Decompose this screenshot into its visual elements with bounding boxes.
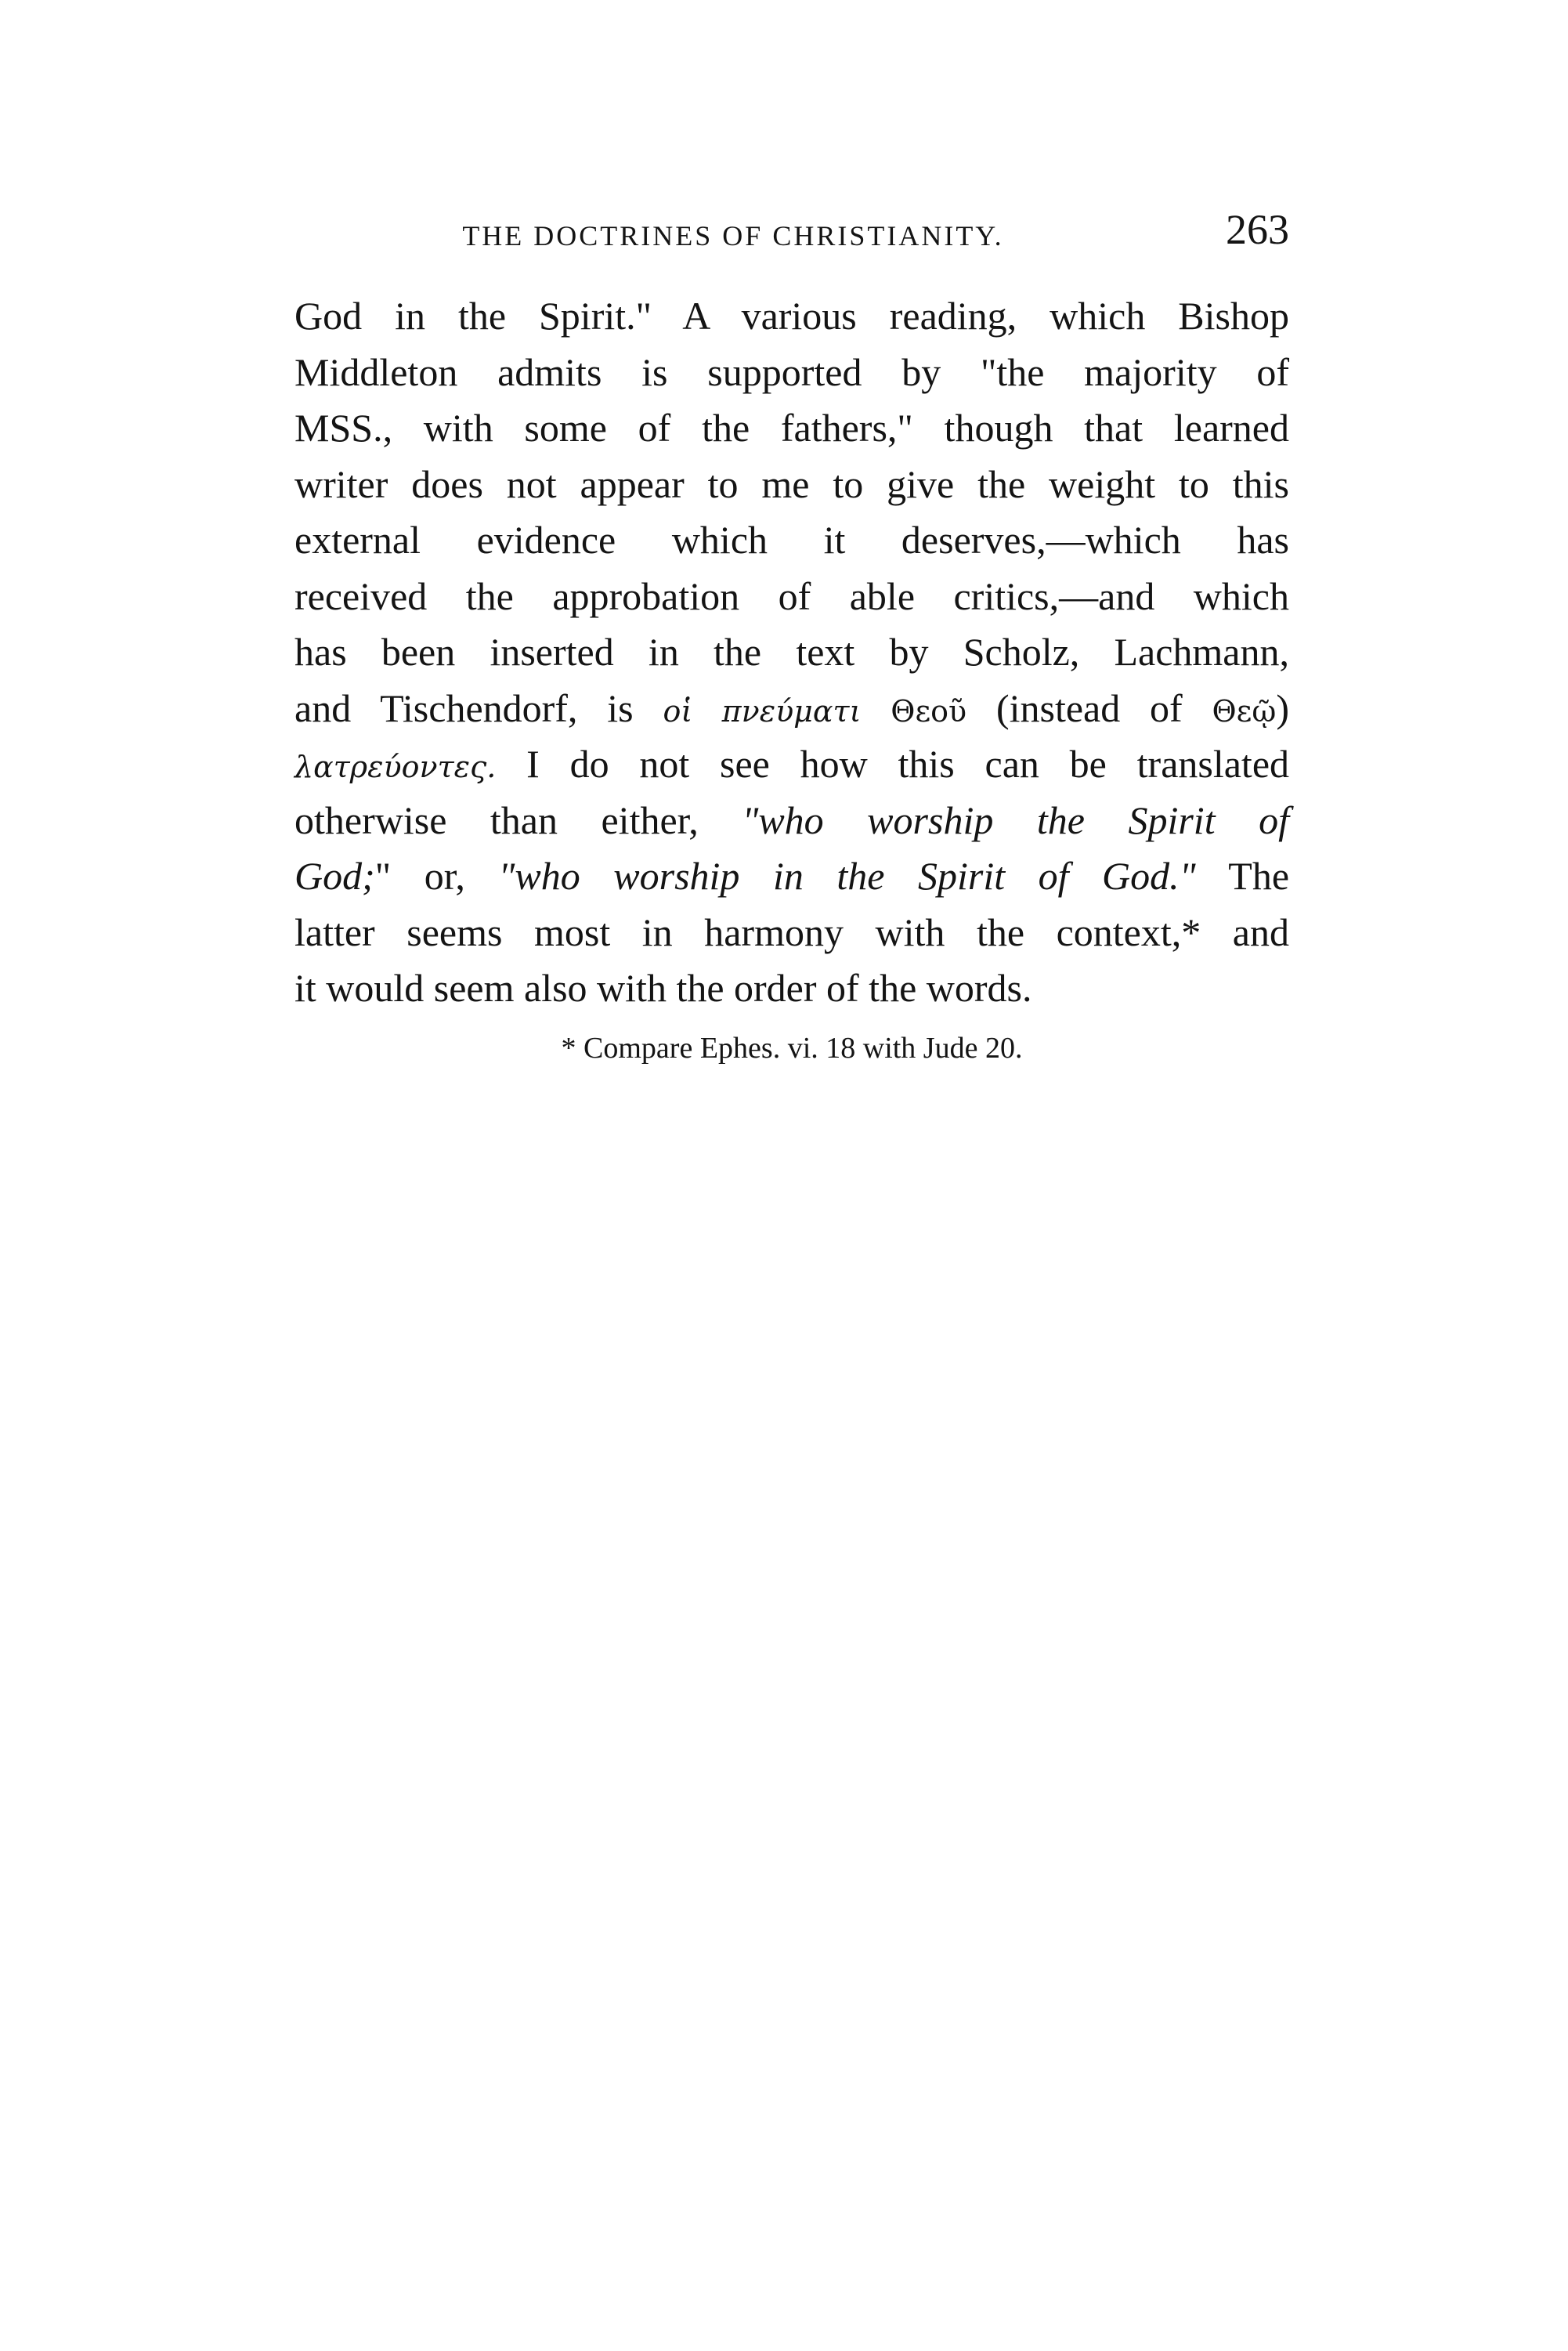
- text-line: received the approbation of able critics,—and which: [294, 573, 1289, 618]
- text-line: [294, 793, 1289, 849]
- italic-quote: God;: [294, 854, 375, 898]
- text-line: MSS., with some of the fathers," though that learned: [294, 406, 1289, 450]
- running-title: THE DOCTRINES OF CHRISTIANITY.: [462, 220, 1004, 251]
- text-run: otherwise than either,: [294, 798, 699, 842]
- text-run: and Tischendorf, is: [294, 685, 634, 730]
- text-line: it would seem also with the order of the words.: [294, 966, 1032, 1010]
- text-run: I do not see how this can be translated: [526, 742, 1290, 786]
- text-run: (instead of: [995, 685, 1183, 730]
- running-head: [294, 205, 1289, 260]
- text-line: has been inserted in the text by Scholz, Lachmann,: [294, 630, 1289, 674]
- text-line: [294, 736, 1289, 793]
- text-line: writer does not appear to me to give the weight to this: [294, 461, 1289, 506]
- text-run: " or,: [374, 854, 465, 898]
- italic-quote: "who worship the Spirit of: [742, 798, 1289, 842]
- text-line: latter seems most in harmony with the context,* and: [294, 910, 1289, 954]
- text-line: [294, 681, 1289, 737]
- text-line: [294, 848, 1289, 905]
- greek-text: Θεοῦ: [891, 693, 967, 729]
- page-number: 263: [1226, 206, 1289, 253]
- greek-text: Θεῷ: [1212, 693, 1277, 729]
- text-line: external evidence which it deserves,—which has: [294, 518, 1289, 562]
- italic-quote: "who worship in the Spirit of God.": [498, 854, 1196, 898]
- greek-text: οἱ πνεύματι: [663, 693, 862, 729]
- text-run: ): [1276, 685, 1290, 730]
- text-run: The: [1228, 854, 1290, 898]
- footnote: * Compare Ephes. vi. 18 with Jude 20.: [561, 1032, 1023, 1065]
- greek-text: λατρεύοντες.: [294, 750, 497, 784]
- body-paragraph: [294, 288, 1289, 1017]
- text-line: Middleton admits is supported by "the majority of: [294, 349, 1289, 394]
- text-line: God in the Spirit." A various reading, which Bishop: [294, 294, 1289, 338]
